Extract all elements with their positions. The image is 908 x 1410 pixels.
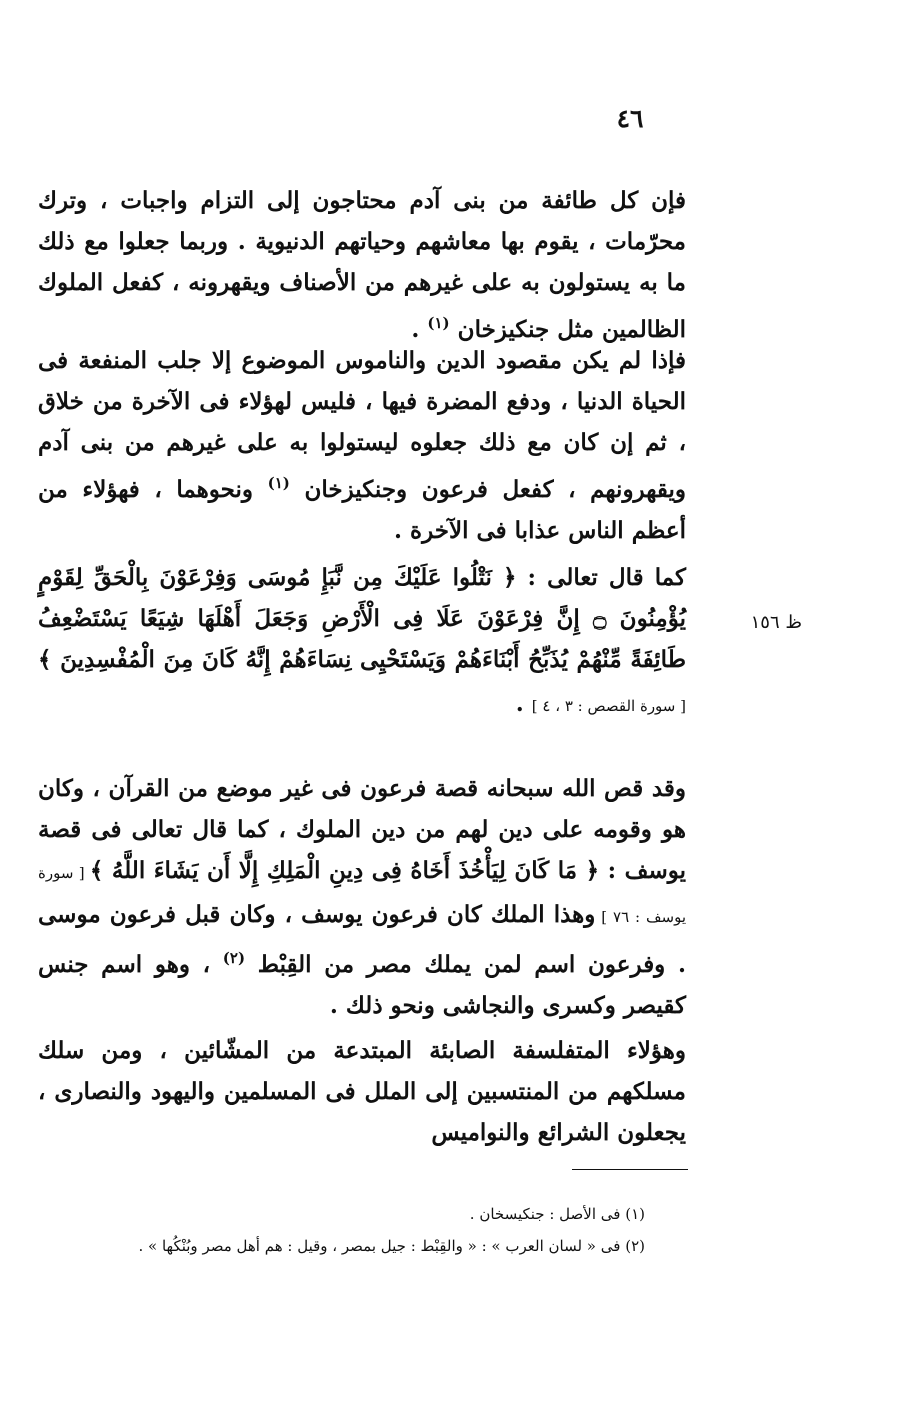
paragraph-5-text: وهؤلاء المتفلسفة الصابئة المبتدعة من المشّائين ، ومن سلك مسلكهم من المنتسبين إلى الملل فى المسلمين واليهود والنصارى ، يجعلون الشرائع والنواميس <box>38 1037 686 1146</box>
footnote-1-text: فى الأصل : جنكيسخان . <box>469 1205 621 1223</box>
footnote-1 <box>80 1198 645 1230</box>
paragraph-2-end: ونحوهما ، فهؤلاء من أعظم الناس عذابا فى الآخرة . <box>38 476 686 544</box>
footnote-2 <box>80 1230 645 1262</box>
footnote-ref-1b: (١) <box>267 474 290 492</box>
footnote-ref-1: (١) <box>427 314 450 332</box>
surah-reference-qasas: [ سورة القصص : ٣ ، ٤ ] <box>531 697 686 715</box>
paragraph-5 <box>38 1030 686 1153</box>
footnote-2-text: فى « لسان العرب » : « والقِبْط : جيل بمصر ، وقيل : هم أهل مصر وبُنْكُها » . <box>138 1237 621 1255</box>
paragraph-1-text: فإن كل طائفة من بنى آدم محتاجون إلى التزام واجبات ، وترك محرّمات ، يقوم بها معاشهم وحياتهم الدنيوية . وربما جعلوا مع ذلك ما به يستولون به على غيرهم من الأصناف ويقهرونه ، كفعل الملوك الظالمين مثل جنكيزخان <box>38 187 686 343</box>
paragraph-3-end: . <box>515 690 532 717</box>
paragraph-1 <box>38 180 686 350</box>
paragraph-2-text: فإذا لم يكن مقصود الدين والناموس الموضوع إلا جلب المنفعة فى الحياة الدنيا ، ودفع المضرة فيها ، فليس لهؤلاء فى الآخرة من خلاق ، ثم إن كان مع ذلك جعلوه ليستولوا به على غيرهم من بنى آدم ويقهرونهم ، كفعل فرعون وجنكيزخان <box>38 347 686 503</box>
paragraph-3-quran-quote <box>38 557 686 727</box>
manuscript-folio-note: ظ ١٥٦ <box>750 612 802 633</box>
paragraph-4-text-2: وهذا الملك كان فرعون يوسف ، وكان قبل فرعون موسى . وفرعون اسم لمن يملك مصر من القِبْط <box>38 901 686 978</box>
footnote-divider <box>572 1169 688 1170</box>
quran-verse-qasas: كما قال تعالى : ﴿ نَتْلُوا عَلَيْكَ مِن نَّبَإِ مُوسَى وَفِرْعَوْنَ بِالْحَقِّ لِقَوْمٍ يُؤْمِنُونَ ۝ إِنَّ فِرْعَوْنَ عَلَا فِى الْأَرْضِ وَجَعَلَ أَهْلَهَا شِيَعًا يَسْتَضْعِفُ طَائِفَةً مِّنْهُمْ يُذَبِّحُ أَبْنَاءَهُمْ وَيَسْتَحْيِى نِسَاءَهُمْ إِنَّهُ كَانَ مِنَ الْمُفْسِدِينَ ﴾ <box>38 564 686 673</box>
paragraph-1-end: . <box>411 316 428 343</box>
paragraph-4 <box>38 768 686 1026</box>
paragraph-4-text: وقد قص الله سبحانه قصة فرعون فى غير موضع من القرآن ، وكان هو وقومه على دين لهم من دين الملوك ، كما قال تعالى فى قصة يوسف : ﴿ مَا كَانَ لِيَأْخُذَ أَخَاهُ فِى دِينِ الْمَلِكِ إِلَّا أَن يَشَاءَ اللَّهُ ﴾ <box>38 775 686 884</box>
surah-reference-yusuf: [ سورة يوسف : ٧٦ ] <box>38 864 687 926</box>
footnote-2-marker: (٢) <box>625 1237 645 1255</box>
footnote-ref-2: (٢) <box>222 949 246 967</box>
paragraph-4-end: ، وهو اسم جنس كقيصر وكسرى والنجاشى ونحو ذلك . <box>38 951 686 1019</box>
footnote-1-marker: (١) <box>625 1205 645 1223</box>
footnotes <box>80 1198 645 1262</box>
page-number: ٤٦ <box>616 104 644 133</box>
paragraph-2 <box>38 340 686 551</box>
